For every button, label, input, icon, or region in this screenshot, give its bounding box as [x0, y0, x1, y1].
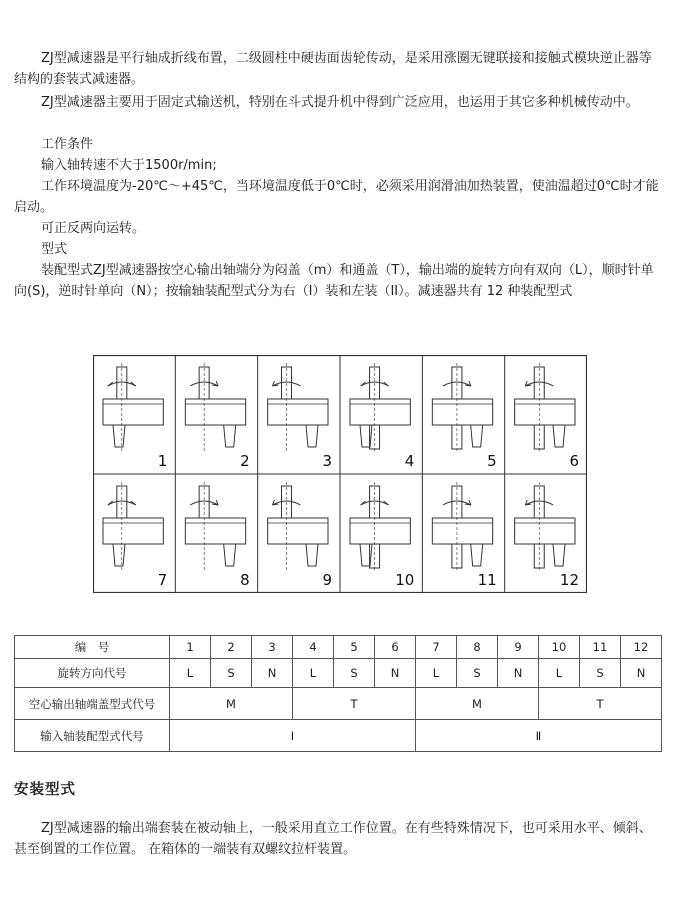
table-cell: N — [375, 659, 416, 688]
assembly-sketch — [350, 482, 414, 589]
assembly-sketch — [515, 482, 579, 589]
type-paragraph: 装配型式ZJ型减速器按空心输出轴端分为闷盖（m）和通盖（T），输出端的旋转方向有双向（L），顺时针单向(S)，逆时针单向（N）；按输轴装配型式分为右（I）装和左装（II）。减速器共有 12 种装配型式 — [14, 263, 654, 299]
assembly-sketch — [432, 363, 496, 470]
table-cell: 10 — [539, 636, 580, 659]
housing — [432, 399, 492, 425]
table-cell: 7 — [416, 636, 457, 659]
input-shaft — [306, 425, 318, 447]
assembly-sketch — [185, 482, 249, 589]
input-shaft — [113, 544, 125, 566]
table-cell: L — [416, 659, 457, 688]
table-header-number: 编 号 — [15, 636, 170, 659]
table-cell-input-1: I — [170, 720, 416, 752]
housing — [350, 518, 410, 544]
table-cell: N — [621, 659, 662, 688]
housing — [103, 518, 163, 544]
table-cell-input-2: Ⅱ — [416, 720, 662, 752]
table-cell: S — [580, 659, 621, 688]
install-title: 安装型式 — [14, 782, 76, 798]
table-cell: 8 — [457, 636, 498, 659]
table-cell: 9 — [498, 636, 539, 659]
table-row — [15, 688, 662, 720]
assembly-spec-table — [14, 635, 662, 752]
table-cell-cover-t-2: T — [539, 688, 662, 720]
input-shaft — [224, 544, 236, 566]
condition-temperature: 工作环境温度为-20℃～+45℃，当环境温度低于0℃时，必须采用润滑油加热装置，使油温超过0℃时才能启动。 — [14, 179, 659, 215]
condition-speed: 输入轴转速不大于1500r/min; — [41, 158, 217, 173]
sketch-number: 2 — [240, 452, 250, 470]
table-cell: 5 — [334, 636, 375, 659]
table-cell: 12 — [621, 636, 662, 659]
housing — [515, 518, 575, 544]
sketch-number: 4 — [404, 452, 415, 470]
assembly-sketch — [268, 482, 332, 589]
table-cell: S — [211, 659, 252, 688]
sketch-number: 10 — [395, 571, 415, 589]
table-header-cover: 空心输出轴端盖型式代号 — [15, 688, 170, 720]
table-cell-cover-t-1: T — [293, 688, 416, 720]
input-shaft — [553, 425, 565, 447]
input-shaft — [471, 544, 483, 566]
sketch-number: 5 — [487, 452, 497, 470]
conditions-title: 工作条件 — [41, 137, 94, 152]
table-header-input: 输入轴装配型式代号 — [15, 720, 170, 752]
table-cell: N — [498, 659, 539, 688]
type-title: 型式 — [41, 242, 68, 257]
input-shaft — [360, 544, 372, 566]
housing — [268, 399, 328, 425]
intro-paragraph-1: ZJ型减速器是平行轴成折线布置，二级圆柱中硬齿面齿轮传动，是采用涨圈无键联接和接触式模块逆止器等结构的套装式减速器。 — [14, 51, 652, 87]
table-cell: 3 — [252, 636, 293, 659]
input-shaft — [224, 425, 236, 447]
input-shaft — [553, 544, 565, 566]
table-cell: L — [539, 659, 580, 688]
table-header-rotation: 旋转方向代号 — [15, 659, 170, 688]
sketch-number: 11 — [477, 571, 497, 589]
assembly-sketch — [185, 363, 249, 470]
table-cell: 11 — [580, 636, 621, 659]
table-row — [15, 636, 662, 659]
assembly-diagram-grid — [93, 355, 587, 593]
table-cell: S — [457, 659, 498, 688]
table-cell: L — [170, 659, 211, 688]
table-cell: S — [334, 659, 375, 688]
table-cell-cover-m-1: M — [170, 688, 293, 720]
table-row — [15, 720, 662, 752]
input-shaft — [471, 425, 483, 447]
table-cell: 4 — [293, 636, 334, 659]
housing — [515, 399, 575, 425]
sketch-number: 12 — [559, 571, 579, 589]
condition-rotation: 可正反两向运转。 — [41, 221, 146, 236]
sketch-number: 3 — [322, 452, 332, 470]
assembly-sketch — [103, 363, 167, 470]
housing — [432, 518, 492, 544]
assembly-sketch — [515, 363, 579, 470]
table-cell: 6 — [375, 636, 416, 659]
table-cell-cover-m-2: M — [416, 688, 539, 720]
table-cell: N — [252, 659, 293, 688]
sketch-number: 8 — [240, 571, 250, 589]
sketch-number: 6 — [569, 452, 579, 470]
intro-paragraph-2: ZJ型减速器主要用于固定式输送机，特别在斗式提升机中得到广泛应用，也运用于其它多种机械传动中。 — [41, 95, 639, 110]
install-paragraph: ZJ型减速器的输出端套装在被动轴上，一般采用直立工作位置。在有些特殊情况下，也可采用水平、倾斜、甚至倒置的工作位置。 在箱体的一端装有双螺纹拉杆装置。 — [14, 821, 652, 857]
sketch-number: 7 — [157, 571, 168, 589]
table-cell: 2 — [211, 636, 252, 659]
housing — [268, 518, 328, 544]
input-shaft — [113, 425, 125, 447]
assembly-sketch — [268, 363, 332, 470]
sketch-number: 9 — [322, 571, 332, 589]
table-row — [15, 659, 662, 688]
input-shaft — [306, 544, 318, 566]
assembly-sketch — [350, 363, 414, 470]
housing — [185, 518, 245, 544]
housing — [350, 399, 410, 425]
input-shaft — [360, 425, 372, 447]
housing — [103, 399, 163, 425]
assembly-sketch — [103, 482, 167, 589]
assembly-sketch — [432, 482, 496, 589]
sketch-number: 1 — [157, 452, 168, 470]
table-cell: L — [293, 659, 334, 688]
table-cell: 1 — [170, 636, 211, 659]
housing — [185, 399, 245, 425]
